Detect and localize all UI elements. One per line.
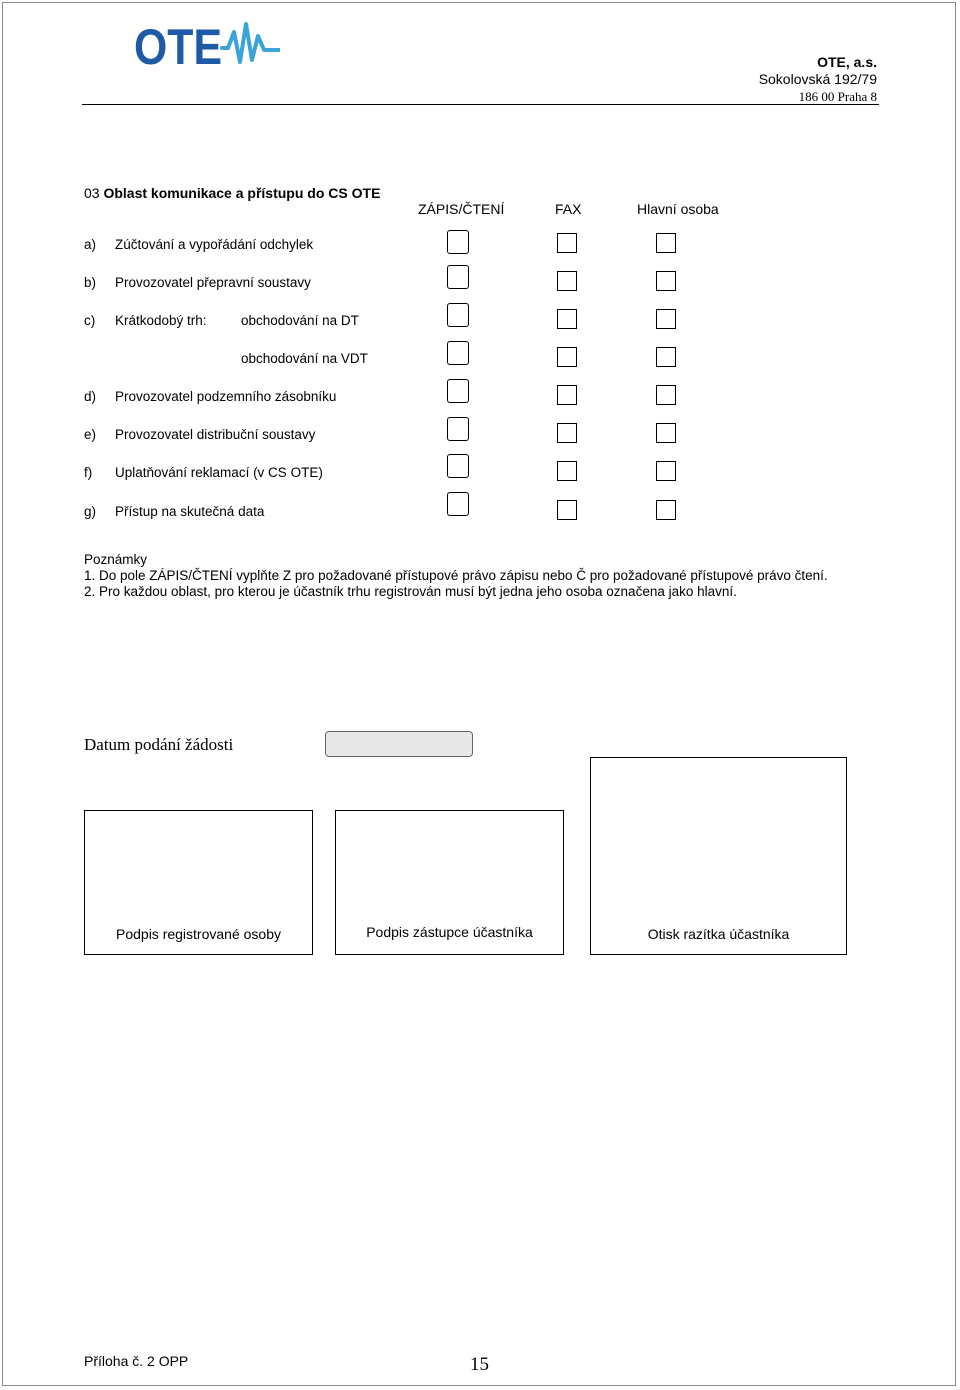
row-d-hlavni-checkbox[interactable] xyxy=(656,385,676,405)
section-number: 03 xyxy=(84,185,100,201)
page-number: 15 xyxy=(470,1354,489,1375)
row-a-fax-checkbox[interactable] xyxy=(557,233,577,253)
row-g-letter: g) xyxy=(84,504,97,519)
date-label: Datum podání žádosti xyxy=(84,735,234,754)
row-d-letter: d) xyxy=(84,389,97,404)
stamp-box[interactable] xyxy=(590,757,847,955)
row-e-letter: e) xyxy=(84,427,97,442)
stamp-label: Otisk razítka účastníka xyxy=(647,926,790,942)
row-g-hlavni-checkbox[interactable] xyxy=(656,500,676,520)
section-title-text: Oblast komunikace a přístupu do CS OTE xyxy=(103,185,381,201)
row-f-hlavni-checkbox[interactable] xyxy=(656,461,676,481)
row-d-label: Provozovatel podzemního zásobníku xyxy=(115,389,337,404)
row-a-letter: a) xyxy=(84,237,97,252)
note-2: 2. Pro každou oblast, pro kterou je účastník trhu registrován musí být jedna jeho osoba označena jako hlavní. xyxy=(84,584,737,599)
row-c-sublabel-vdt: obchodování na VDT xyxy=(241,351,368,366)
row-d-zapis-field[interactable] xyxy=(447,379,469,403)
row-e-hlavni-checkbox[interactable] xyxy=(656,423,676,443)
row-c-dt-hlavni-checkbox[interactable] xyxy=(656,309,676,329)
row-e-fax-checkbox[interactable] xyxy=(557,423,577,443)
row-a-hlavni-checkbox[interactable] xyxy=(656,233,676,253)
row-f-label: Uplatňování reklamací (v CS OTE) xyxy=(115,465,323,480)
row-c-sublabel-dt: obchodování na DT xyxy=(241,313,359,328)
row-f-zapis-field[interactable] xyxy=(447,454,469,478)
row-c-letter: c) xyxy=(84,313,96,328)
row-b-letter: b) xyxy=(84,275,97,290)
row-c-label: Krátkodobý trh: xyxy=(115,313,207,328)
column-hlavni-osoba: Hlavní osoba xyxy=(637,201,719,217)
row-g-fax-checkbox[interactable] xyxy=(557,500,577,520)
row-b-label: Provozovatel přepravní soustavy xyxy=(115,275,311,290)
company-street: Sokolovská 192/79 xyxy=(758,71,877,87)
row-c-dt-zapis-field[interactable] xyxy=(447,303,469,327)
footer-attachment: Příloha č. 2 OPP xyxy=(84,1353,189,1369)
ote-logo xyxy=(134,20,280,70)
row-b-fax-checkbox[interactable] xyxy=(557,271,577,291)
notes-heading: Poznámky xyxy=(84,552,148,567)
row-f-letter: f) xyxy=(84,465,93,480)
section-title xyxy=(84,185,380,201)
row-c-vdt-fax-checkbox[interactable] xyxy=(557,347,577,367)
signature-label-representative: Podpis zástupce účastníka xyxy=(366,924,533,940)
company-name: OTE, a.s. xyxy=(817,54,877,70)
row-e-zapis-field[interactable] xyxy=(447,417,469,441)
row-g-zapis-field[interactable] xyxy=(447,492,469,516)
row-a-label: Zúčtování a vypořádání odchylek xyxy=(115,237,314,252)
note-1: 1. Do pole ZÁPIS/ČTENÍ vyplňte Z pro požadované přístupové právo zápisu nebo Č pro požadované přístupové právo čtení. xyxy=(84,568,828,583)
signature-label-registered-person: Podpis registrované osoby xyxy=(116,926,281,942)
row-g-label: Přístup na skutečná data xyxy=(115,504,265,519)
signature-box-registered-person[interactable] xyxy=(84,810,313,955)
column-fax: FAX xyxy=(555,201,582,217)
row-d-fax-checkbox[interactable] xyxy=(557,385,577,405)
row-e-label: Provozovatel distribuční soustavy xyxy=(115,427,316,442)
row-c-vdt-zapis-field[interactable] xyxy=(447,341,469,365)
header-rule xyxy=(82,104,879,105)
signature-box-representative[interactable] xyxy=(335,810,564,955)
row-c-dt-fax-checkbox[interactable] xyxy=(557,309,577,329)
company-city: 186 00 Praha 8 xyxy=(798,89,877,104)
date-input[interactable] xyxy=(325,731,473,757)
svg-text:OTE: OTE xyxy=(134,20,222,70)
row-b-zapis-field[interactable] xyxy=(447,265,469,289)
row-c-vdt-hlavni-checkbox[interactable] xyxy=(656,347,676,367)
column-zapis-cteni: ZÁPIS/ČTENÍ xyxy=(418,201,505,217)
row-a-zapis-field[interactable] xyxy=(447,230,469,254)
row-f-fax-checkbox[interactable] xyxy=(557,461,577,481)
row-b-hlavni-checkbox[interactable] xyxy=(656,271,676,291)
